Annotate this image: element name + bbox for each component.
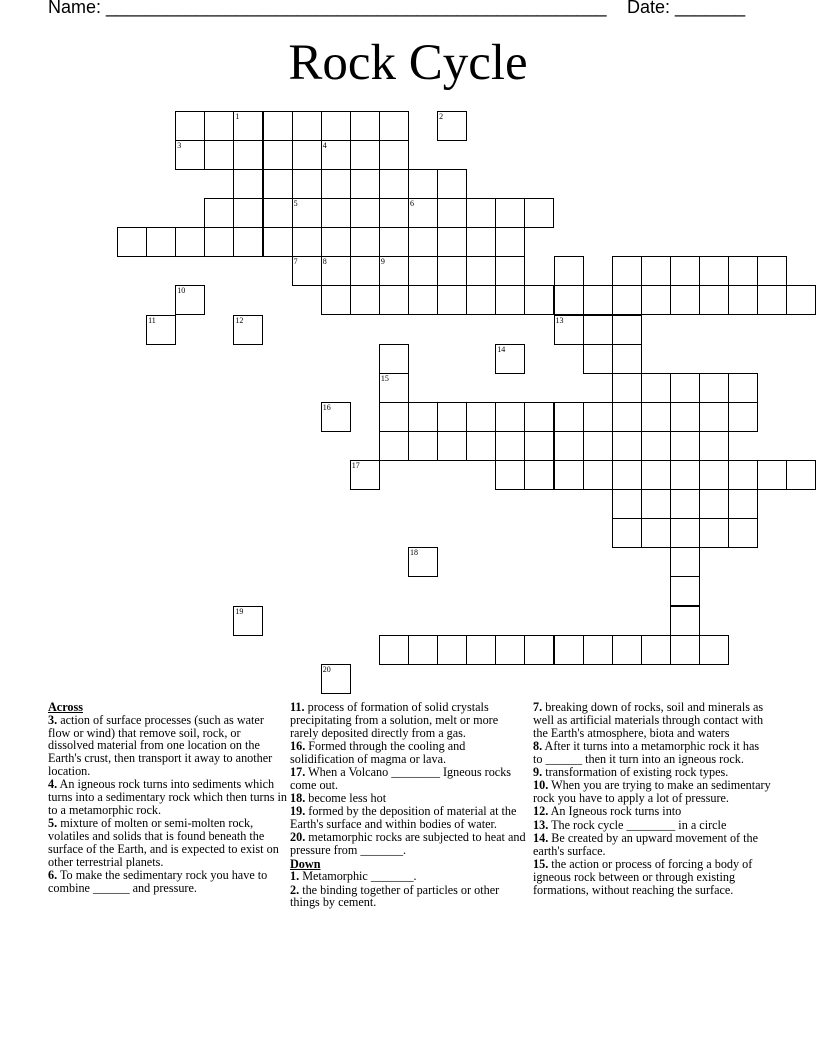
crossword-cell[interactable]: [583, 635, 613, 665]
crossword-cell[interactable]: [612, 460, 642, 490]
clue-number-label: 3: [177, 140, 182, 150]
crossword-cell[interactable]: [554, 285, 584, 315]
crossword-cell[interactable]: [670, 576, 700, 606]
crossword-cell[interactable]: [408, 169, 438, 199]
crossword-cell[interactable]: [583, 460, 613, 490]
name-field-label: Name: __________________________________________________: [48, 0, 607, 17]
crossword-cell[interactable]: [612, 402, 642, 432]
crossword-cell[interactable]: [583, 315, 613, 345]
crossword-cell[interactable]: [379, 169, 409, 199]
crossword-cell[interactable]: [321, 227, 351, 257]
clue-text: Be created by an upward movement of the earth's surface.: [533, 830, 759, 858]
clue-across-5: [48, 817, 288, 868]
crossword-cell[interactable]: [670, 547, 700, 577]
clue-number-label: 7: [293, 257, 298, 267]
crossword-cell[interactable]: [321, 198, 351, 228]
crossword-cell[interactable]: [612, 344, 642, 374]
clue-down-12: [533, 805, 771, 818]
clue-number: 20.: [290, 830, 306, 845]
crossword-cell[interactable]: [728, 373, 758, 403]
crossword-cell[interactable]: [670, 285, 700, 315]
crossword-cell[interactable]: [437, 111, 467, 141]
crossword-cell[interactable]: [263, 198, 293, 228]
crossword-cell[interactable]: [379, 635, 409, 665]
clue-number: 14.: [533, 830, 549, 845]
clue-number: 10.: [533, 778, 549, 793]
crossword-cell[interactable]: [699, 256, 729, 286]
clue-number-label: 15: [380, 373, 389, 383]
crossword-cell[interactable]: [583, 285, 613, 315]
date-field-label: Date: _______: [627, 0, 746, 17]
crossword-cell[interactable]: [204, 227, 234, 257]
clue-number-label: 16: [322, 402, 331, 412]
clue-text: When you are trying to make an sedimentary rock you have to apply a lot of pressure.: [533, 778, 771, 806]
crossword-cell[interactable]: [728, 460, 758, 490]
crossword-cell[interactable]: [641, 489, 671, 519]
crossword-cell[interactable]: [437, 635, 467, 665]
crossword-cell[interactable]: [612, 373, 642, 403]
crossword-cell[interactable]: [699, 489, 729, 519]
crossword-cell[interactable]: [466, 431, 496, 461]
crossword-cell[interactable]: [379, 227, 409, 257]
clue-number-label: 18: [410, 548, 418, 558]
clue-down-10: [533, 779, 771, 805]
crossword-cell[interactable]: [699, 635, 729, 665]
clue-down-7: [533, 701, 771, 739]
clue-down-9: [533, 766, 771, 779]
crossword-cell[interactable]: [408, 402, 438, 432]
crossword-cell[interactable]: [321, 111, 351, 141]
crossword-cell[interactable]: [554, 402, 584, 432]
clue-down-13: [533, 819, 771, 832]
crossword-cell[interactable]: [466, 635, 496, 665]
clue-text: the binding together of particles or other things by cement.: [290, 882, 500, 910]
clue-number-label: 5: [293, 199, 298, 209]
clue-text: mixture of molten or semi-molten rock, volatiles and solids that is found beneath the surface of the Earth, and is expected to exist on other terrestrial planets.: [48, 816, 279, 869]
crossword-cell[interactable]: [146, 227, 176, 257]
crossword-cell[interactable]: [757, 460, 787, 490]
crossword-cell[interactable]: [728, 256, 758, 286]
crossword-cell[interactable]: [175, 111, 205, 141]
crossword-cell[interactable]: [437, 198, 467, 228]
crossword-cell[interactable]: [699, 431, 729, 461]
crossword-cell[interactable]: [699, 518, 729, 548]
clue-number: 18.: [290, 791, 306, 806]
clue-text: the action or process of forcing a body of igneous rock between or through existing formations, without reaching the surface.: [533, 857, 753, 897]
crossword-cell[interactable]: [612, 635, 642, 665]
crossword-cell[interactable]: [728, 402, 758, 432]
crossword-cell[interactable]: [321, 140, 351, 170]
crossword-cell[interactable]: [612, 518, 642, 548]
crossword-cell[interactable]: [233, 111, 263, 141]
crossword-cell[interactable]: [379, 111, 409, 141]
clue-number-label: 14: [497, 344, 506, 354]
crossword-cell[interactable]: [204, 111, 234, 141]
crossword-cell[interactable]: [204, 198, 234, 228]
clue-number-label: 10: [177, 286, 186, 296]
crossword-cell[interactable]: [612, 256, 642, 286]
clue-text: become less hot: [308, 791, 387, 806]
crossword-cell[interactable]: [699, 373, 729, 403]
crossword-cell[interactable]: [583, 402, 613, 432]
clue-down-8: [533, 740, 771, 766]
crossword-cell[interactable]: [495, 285, 525, 315]
crossword-cell[interactable]: [350, 460, 380, 490]
crossword-cell[interactable]: [175, 140, 205, 170]
crossword-cell[interactable]: [699, 402, 729, 432]
crossword-cell[interactable]: [379, 256, 409, 286]
crossword-cell[interactable]: [670, 635, 700, 665]
crossword-cell[interactable]: [263, 111, 293, 141]
clue-across-16: [290, 740, 528, 766]
crossword-cell[interactable]: [612, 431, 642, 461]
crossword-cell[interactable]: [670, 606, 700, 636]
clue-number: 13.: [533, 817, 549, 832]
crossword-cell[interactable]: [757, 285, 787, 315]
clue-number-label: 6: [410, 199, 414, 209]
crossword-cell[interactable]: [495, 402, 525, 432]
clue-across-17: [290, 766, 528, 792]
clue-number: 7.: [533, 700, 543, 714]
crossword-cell[interactable]: [321, 169, 351, 199]
clue-number: 16.: [290, 738, 306, 753]
crossword-cell[interactable]: [437, 256, 467, 286]
crossword-cell[interactable]: [524, 198, 554, 228]
crossword-cell[interactable]: [554, 460, 584, 490]
crossword-cell[interactable]: [495, 227, 525, 257]
clue-across-18: [290, 792, 528, 805]
crossword-cell[interactable]: [495, 198, 525, 228]
crossword-cell[interactable]: [350, 285, 380, 315]
crossword-cell[interactable]: [466, 227, 496, 257]
crossword-cell[interactable]: [379, 140, 409, 170]
crossword-cell[interactable]: [292, 198, 322, 228]
crossword-cell[interactable]: [321, 402, 351, 432]
clue-number: 8.: [533, 738, 543, 753]
clue-number: 17.: [290, 764, 306, 779]
clue-across-19: [290, 805, 528, 831]
crossword-cell[interactable]: [292, 227, 322, 257]
clue-text: formed by the deposition of material at the Earth's surface and within bodies of water.: [290, 804, 517, 832]
crossword-cell[interactable]: [670, 373, 700, 403]
crossword-cell[interactable]: [612, 315, 642, 345]
clue-number: 3.: [48, 712, 58, 727]
clue-text: When a Volcano ________ Igneous rocks come out.: [290, 764, 512, 792]
clue-number-label: 9: [380, 257, 385, 267]
clue-text: breaking down of rocks, soil and minerals as well as artificial materials through contact with the Earth's atmosphere, biota and waters: [533, 700, 764, 740]
crossword-cell[interactable]: [117, 227, 147, 257]
clue-across-4: [48, 778, 288, 816]
clue-across-6: [48, 869, 288, 895]
clue-number: 2.: [290, 882, 300, 897]
crossword-cell[interactable]: [554, 635, 584, 665]
crossword-cell[interactable]: [408, 285, 438, 315]
crossword-cell[interactable]: [233, 606, 263, 636]
crossword-cell[interactable]: [408, 198, 438, 228]
crossword-cell[interactable]: [350, 198, 380, 228]
clue-number-label: 1: [235, 111, 240, 121]
clue-number: 11.: [290, 700, 305, 714]
clue-text: metamorphic rocks are subjected to heat and pressure from _______.: [290, 830, 526, 858]
crossword-cell[interactable]: [728, 489, 758, 519]
crossword-cell[interactable]: [524, 402, 554, 432]
crossword-cell[interactable]: [641, 518, 671, 548]
crossword-cell[interactable]: [321, 256, 351, 286]
crossword-cell[interactable]: [670, 489, 700, 519]
clue-number-label: 19: [235, 606, 244, 616]
crossword-cell[interactable]: [728, 285, 758, 315]
crossword-cell[interactable]: [233, 315, 263, 345]
crossword-cell[interactable]: [350, 169, 380, 199]
clue-number-label: 17: [351, 461, 360, 470]
crossword-cell[interactable]: [350, 256, 380, 286]
clue-number-label: 20: [322, 664, 331, 674]
clue-text: Metamorphic _______.: [302, 869, 417, 884]
crossword-cell[interactable]: [583, 431, 613, 461]
crossword-cell[interactable]: [408, 635, 438, 665]
crossword-cell[interactable]: [408, 431, 438, 461]
crossword-cell[interactable]: [495, 256, 525, 286]
crossword-cell[interactable]: [554, 431, 584, 461]
clue-text: process of formation of solid crystals precipitating from a solution, melt or more rarely deposited directly from a gas.: [290, 700, 499, 740]
crossword-cell[interactable]: [699, 285, 729, 315]
crossword-cell[interactable]: [321, 285, 351, 315]
clue-number: 5.: [48, 816, 58, 831]
crossword-cell[interactable]: [524, 460, 554, 490]
crossword-cell[interactable]: [612, 285, 642, 315]
clue-column-1: [48, 701, 288, 895]
crossword-cell[interactable]: [408, 547, 438, 577]
crossword-cell[interactable]: [670, 518, 700, 548]
crossword-cell[interactable]: [641, 285, 671, 315]
clue-number: 12.: [533, 804, 549, 819]
crossword-cell[interactable]: [408, 256, 438, 286]
crossword-cell[interactable]: [466, 198, 496, 228]
crossword-cell[interactable]: [495, 431, 525, 461]
crossword-cell[interactable]: [641, 431, 671, 461]
crossword-cell[interactable]: [379, 402, 409, 432]
crossword-cell[interactable]: [292, 256, 322, 286]
crossword-cell[interactable]: [786, 285, 816, 315]
page-title: Rock Cycle: [288, 35, 528, 91]
clue-number-label: 12: [235, 315, 244, 325]
clue-text: action of surface processes (such as water flow or wind) that remove soil, rock, or dissolved material from one location on the Earth's crust, then transport it away to another location.: [48, 712, 273, 778]
crossword-cell[interactable]: [641, 635, 671, 665]
crossword-cell[interactable]: [350, 111, 380, 141]
crossword-cell[interactable]: [350, 140, 380, 170]
crossword-cell[interactable]: [233, 227, 263, 257]
clue-number-label: 2: [439, 111, 444, 121]
crossword-cell[interactable]: [466, 285, 496, 315]
crossword-cell[interactable]: [757, 256, 787, 286]
clue-text: The rock cycle ________ in a circle: [551, 817, 727, 832]
crossword-cell[interactable]: [437, 402, 467, 432]
clue-down-2: [290, 884, 528, 910]
crossword-cell[interactable]: [524, 285, 554, 315]
crossword-cell[interactable]: [233, 198, 263, 228]
crossword-cell[interactable]: [379, 344, 409, 374]
clue-number-label: 4: [322, 140, 327, 150]
crossword-cell[interactable]: [786, 460, 816, 490]
crossword-cell[interactable]: [379, 431, 409, 461]
crossword-cell[interactable]: [175, 285, 205, 315]
crossword-cell[interactable]: [379, 373, 409, 403]
clue-column-2: [290, 701, 528, 910]
crossword-cell[interactable]: [204, 140, 234, 170]
clue-down-14: [533, 832, 771, 858]
clue-number: 4.: [48, 777, 58, 792]
crossword-cell[interactable]: [321, 664, 351, 694]
crossword-cell[interactable]: [233, 169, 263, 199]
crossword-cell[interactable]: [641, 256, 671, 286]
crossword-cell[interactable]: [292, 140, 322, 170]
crossword-cell[interactable]: [146, 315, 176, 345]
crossword-cell[interactable]: [641, 373, 671, 403]
crossword-cell[interactable]: [263, 169, 293, 199]
crossword-cell[interactable]: [466, 256, 496, 286]
clue-text: After it turns into a metamorphic rock it has to ______ then it turn into an igneous rock.: [533, 738, 760, 766]
crossword-cell[interactable]: [670, 460, 700, 490]
crossword-cell[interactable]: [408, 227, 438, 257]
clue-number: 15.: [533, 857, 549, 872]
crossword-cell[interactable]: [495, 635, 525, 665]
crossword-cell[interactable]: [437, 227, 467, 257]
clue-number: 9.: [533, 764, 543, 779]
crossword-cell[interactable]: [233, 140, 263, 170]
crossword-cell[interactable]: [437, 431, 467, 461]
crossword-cell[interactable]: [437, 285, 467, 315]
clue-across-20: [290, 831, 528, 857]
clue-text: Formed through the cooling and solidification of magma or lava.: [290, 738, 466, 766]
crossword-cell[interactable]: [554, 256, 584, 286]
crossword-cell[interactable]: [495, 460, 525, 490]
crossword-cell[interactable]: [699, 460, 729, 490]
across-heading: Across: [48, 700, 83, 714]
crossword-cell[interactable]: [612, 489, 642, 519]
crossword-cell[interactable]: [263, 140, 293, 170]
clue-number: 1.: [290, 869, 300, 884]
clue-text: To make the sedimentary rock you have to combine ______ and pressure.: [48, 867, 268, 895]
clue-down-15: [533, 858, 771, 896]
crossword-cell[interactable]: [495, 344, 525, 374]
clue-column-3: [533, 701, 771, 897]
crossword-cell[interactable]: [583, 344, 613, 374]
crossword-cell[interactable]: [554, 315, 584, 345]
crossword-cell[interactable]: [524, 635, 554, 665]
crossword-cell[interactable]: [350, 227, 380, 257]
crossword-cell[interactable]: [670, 256, 700, 286]
crossword-cell[interactable]: [379, 285, 409, 315]
crossword-cell[interactable]: [524, 431, 554, 461]
crossword-cell[interactable]: [292, 111, 322, 141]
clue-text: An Igneous rock turns into: [550, 804, 682, 819]
clue-across-11: [290, 701, 528, 739]
crossword-cell[interactable]: [641, 402, 671, 432]
crossword-cell[interactable]: [728, 518, 758, 548]
crossword-cell[interactable]: [263, 227, 293, 257]
clue-number: 19.: [290, 804, 306, 819]
crossword-cell[interactable]: [670, 431, 700, 461]
clue-number-label: 13: [555, 315, 564, 325]
down-heading: Down: [290, 856, 321, 871]
crossword-cell[interactable]: [379, 198, 409, 228]
crossword-cell[interactable]: [292, 169, 322, 199]
crossword-cell[interactable]: [641, 460, 671, 490]
clue-number-label: 11: [148, 315, 156, 325]
clue-across-3: [48, 714, 288, 778]
crossword-cell[interactable]: [670, 402, 700, 432]
crossword-cell[interactable]: [175, 227, 205, 257]
crossword-cell[interactable]: [437, 169, 467, 199]
clue-text: transformation of existing rock types.: [545, 764, 729, 779]
crossword-cell[interactable]: [466, 402, 496, 432]
clue-number-label: 8: [322, 257, 327, 267]
clue-text: An igneous rock turns into sediments which turns into a sedimentary rock which then turns in to a metamorphic rock.: [48, 777, 287, 817]
clue-down-1: [290, 870, 528, 883]
clue-number: 6.: [48, 867, 58, 882]
